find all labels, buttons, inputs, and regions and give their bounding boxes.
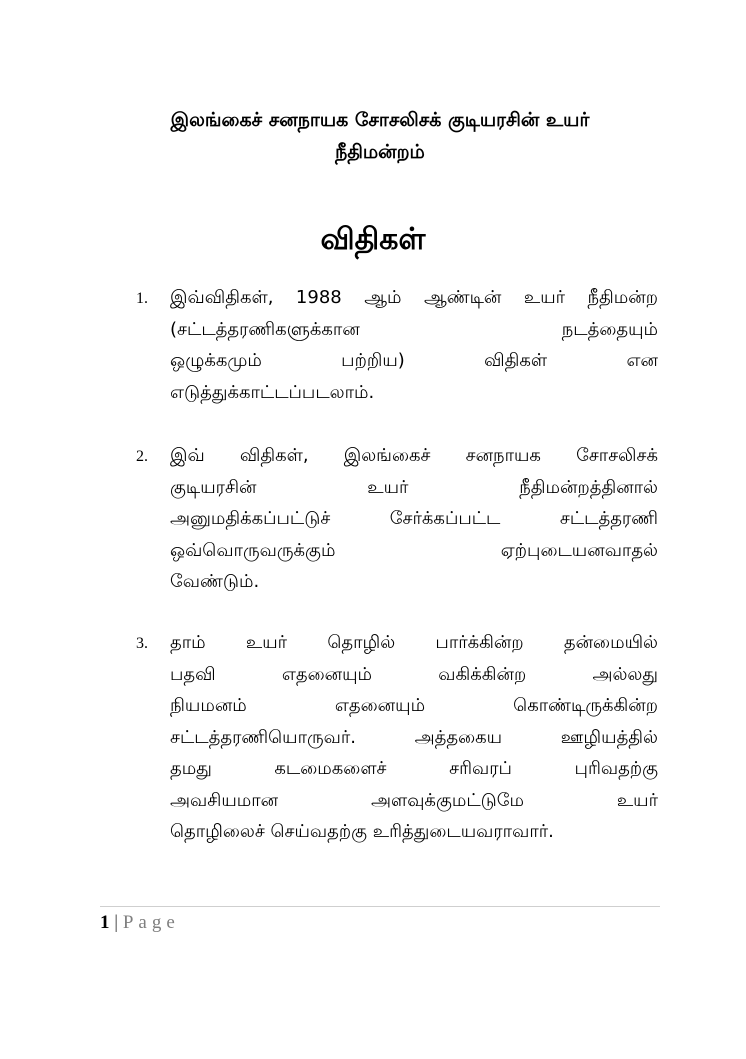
page-footer xyxy=(100,910,180,936)
rule-line: சட்டத்தரணியொருவர். அத்தகைய ஊழியத்தில் xyxy=(170,726,658,748)
rule-line: ஒவ்வொருவருக்கும் ஏற்புடையனவாதல் xyxy=(170,539,658,561)
page-label: Page xyxy=(122,912,180,933)
rule-line: அனுமதிக்கப்பட்டுச் சேர்க்கப்பட்ட சட்டத்தரணி xyxy=(170,508,658,529)
court-header xyxy=(100,104,660,168)
rule-line: இவ் விதிகள், இலங்கைச் சனநாயக சோசலிசக் xyxy=(170,445,658,466)
rule-text xyxy=(170,440,658,598)
rule-text xyxy=(170,282,658,408)
footer-divider xyxy=(100,906,660,907)
page-number: 1 xyxy=(100,912,110,933)
rule-line: பதவி எதனையும் வகிக்கின்ற அல்லது xyxy=(170,663,658,685)
court-header-line-2: நீதிமன்றம் xyxy=(335,141,425,163)
rule-line: தாம் உயர் தொழில் பார்க்கின்ற தன்மையில் xyxy=(170,632,658,653)
rule-line: நியமனம் எதனையும் கொண்டிருக்கின்ற xyxy=(170,695,658,716)
rule-number: 1. xyxy=(136,290,148,307)
rule-line: (சட்டத்தரணிகளுக்கான நடத்தையும் xyxy=(170,318,658,340)
rule-line: அவசியமான அளவுக்குமட்டுமே உயர் xyxy=(170,789,658,811)
rule-line: தமது கடமைகளைச் சரிவரப் புரிவதற்கு xyxy=(170,758,658,779)
footer-separator: | xyxy=(114,912,119,933)
rule-line: குடியரசின் உயர் நீதிமன்றத்தினால் xyxy=(170,476,658,498)
rule-line: வேண்டும். xyxy=(170,571,260,592)
rule-line: எடுத்துக்காட்டப்படலாம். xyxy=(170,381,375,403)
rule-line: இவ்விதிகள், 1988 ஆம் ஆண்டின் உயர் நீதிமன்ற xyxy=(170,287,658,308)
page-title: விதிகள் xyxy=(320,222,426,257)
rule-text xyxy=(170,627,658,848)
court-header-line-1: இலங்கைச் சனநாயக சோசலிசக் குடியரசின் உயர் xyxy=(170,109,590,131)
rule-number: 3. xyxy=(136,635,148,652)
rule-number: 2. xyxy=(136,448,148,465)
rule-line: ஒழுக்கமும் பற்றிய) விதிகள் என xyxy=(170,350,658,371)
rule-line: தொழிலைச் செய்வதற்கு உரித்துடையவராவார். xyxy=(170,821,554,842)
